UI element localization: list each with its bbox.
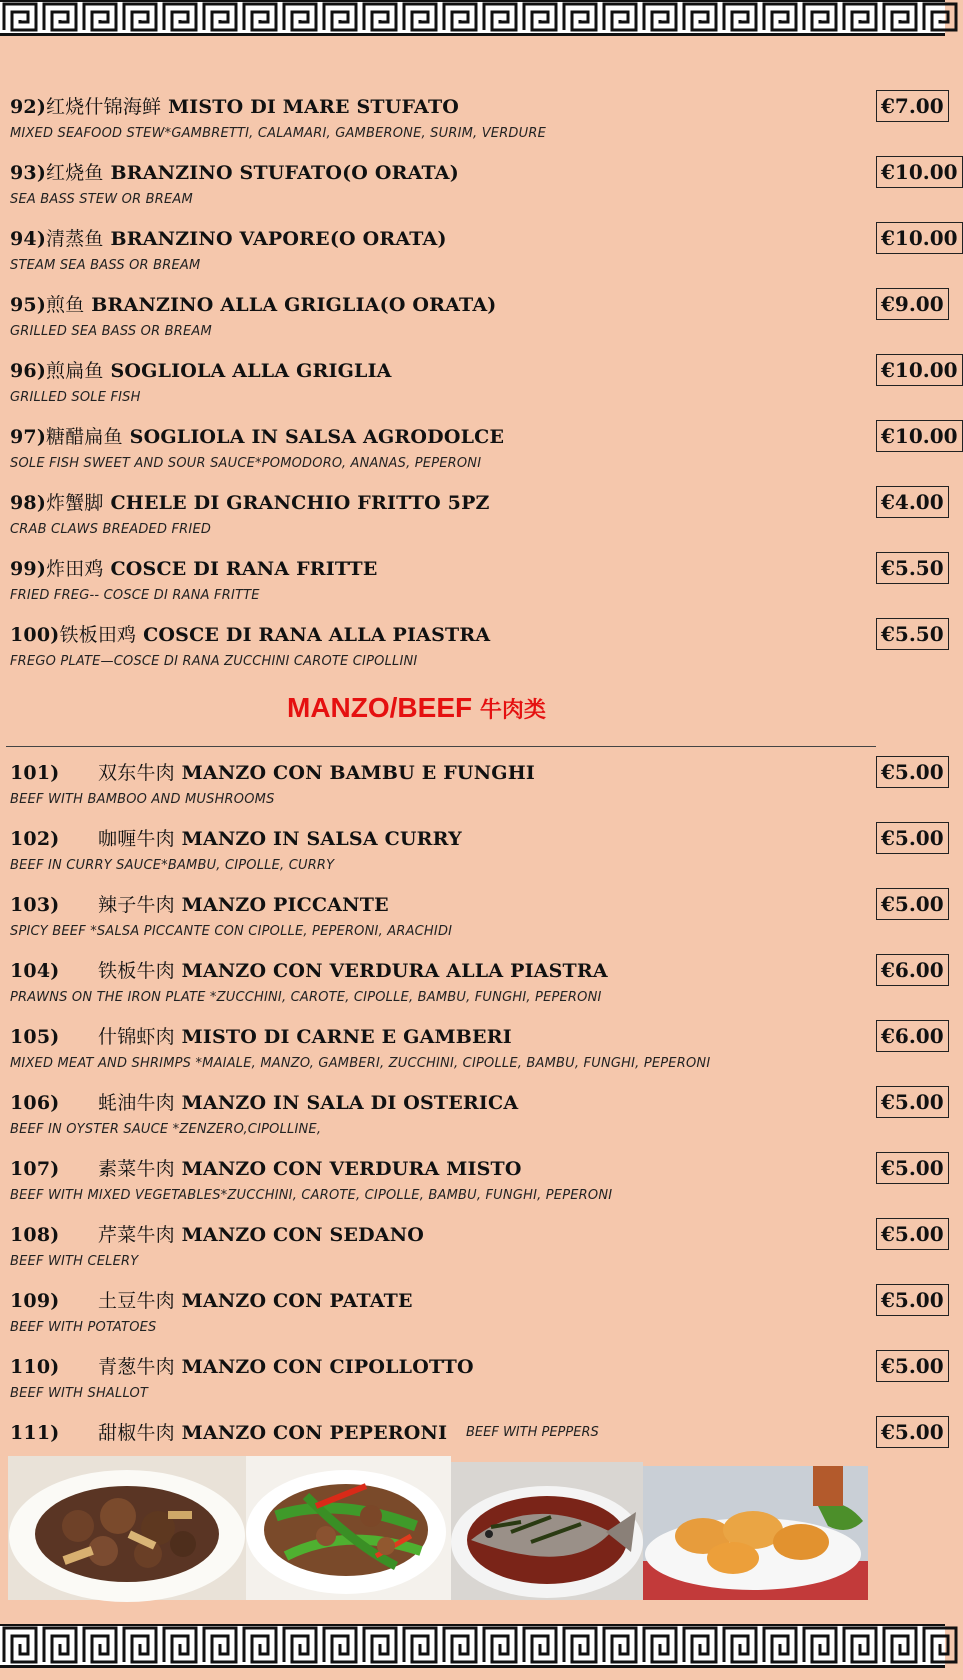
menu-item-description: MIXED SEAFOOD STEW*GAMBRETTI, CALAMARI, GAMBERONE, SURIM, VERDURE <box>10 126 547 141</box>
menu-item-price: €7.00 <box>876 90 949 122</box>
menu-item-price: €6.00 <box>876 954 949 986</box>
menu-item-chinese-name: 土豆牛肉 <box>98 1290 175 1312</box>
menu-item-price: €6.00 <box>876 1020 949 1052</box>
menu-item-price: €4.00 <box>876 486 949 518</box>
menu-item-italian-name: MANZO PICCANTE <box>181 894 389 916</box>
menu-item <box>0 1148 945 1214</box>
menu-item-price: €5.50 <box>876 552 949 584</box>
menu-item-italian-name: MANZO CON VERDURA ALLA PIASTRA <box>181 960 608 982</box>
menu-item-chinese-name: 煎鱼 <box>46 294 85 316</box>
menu-item-title <box>10 554 378 581</box>
menu-item-italian-name: BRANZINO ALLA GRIGLIA(O ORATA) <box>91 294 497 316</box>
menu-item-italian-name: MANZO CON VERDURA MISTO <box>181 1158 522 1180</box>
menu-item-number: 98) <box>10 492 47 514</box>
menu-item-price: €10.00 <box>876 222 963 254</box>
menu-item-price: €5.50 <box>876 618 949 650</box>
menu-item-description: FREGO PLATE—COSCE DI RANA ZUCCHINI CAROTE CIPOLLINI <box>10 654 418 669</box>
menu-item-price: €10.00 <box>876 354 963 386</box>
menu-item-number: 97) <box>10 426 47 448</box>
menu-item-chinese-name: 铁板牛肉 <box>98 960 175 982</box>
menu-item-number: 111) <box>10 1422 60 1444</box>
menu-item-chinese-name: 煎扁鱼 <box>46 360 104 382</box>
menu-item <box>0 482 945 548</box>
menu-item-number: 92) <box>10 96 47 118</box>
menu-item-title <box>10 620 490 647</box>
menu-item-price: €5.00 <box>876 756 949 788</box>
menu-item-italian-name: BRANZINO VAPORE(O ORATA) <box>110 228 447 250</box>
menu-item-italian-name: MISTO DI CARNE E GAMBERI <box>181 1026 512 1048</box>
menu-item-title <box>10 356 392 383</box>
menu-item-number: 96) <box>10 360 47 382</box>
menu-item-number: 107) <box>10 1158 60 1180</box>
menu-item-title <box>10 1352 474 1379</box>
menu-item-description: BEEF IN CURRY SAUCE*BAMBU, CIPOLLE, CURRY <box>10 858 335 873</box>
menu-item-title <box>10 290 496 317</box>
menu-item-chinese-name: 咖喱牛肉 <box>98 828 175 850</box>
menu-item-title <box>10 758 535 785</box>
menu-item-price: €10.00 <box>876 420 963 452</box>
menu-item <box>0 1082 945 1148</box>
menu-item-title <box>10 956 608 983</box>
menu-item-number: 95) <box>10 294 47 316</box>
menu-item-title <box>10 824 462 851</box>
menu-item-chinese-name: 甜椒牛肉 <box>98 1422 175 1444</box>
beef-bamboo-dish-photo <box>8 1456 246 1600</box>
menu-item-price: €5.00 <box>876 822 949 854</box>
menu-item <box>0 284 945 350</box>
menu-item-price: €5.00 <box>876 1350 949 1382</box>
menu-item-inline-description: BEEF WITH PEPPERS <box>466 1425 599 1440</box>
menu-item-italian-name: COSCE DI RANA FRITTE <box>110 558 378 580</box>
menu-item <box>0 416 958 482</box>
menu-item-title <box>10 890 389 917</box>
menu-item <box>0 614 945 680</box>
menu-item-description: BEEF WITH SHALLOT <box>10 1386 149 1401</box>
menu-item-chinese-name: 红烧鱼 <box>46 162 104 184</box>
menu-item <box>0 350 958 416</box>
menu-item-title <box>10 224 447 251</box>
menu-item <box>0 950 945 1016</box>
menu-item-description: SPICY BEEF *SALSA PICCANTE CON CIPOLLE, PEPERONI, ARACHIDI <box>10 924 453 939</box>
menu-item <box>0 818 945 884</box>
section-title: MANZO/BEEF 牛肉类 <box>287 692 546 723</box>
menu-item-number: 106) <box>10 1092 60 1114</box>
menu-item-title <box>10 1022 512 1049</box>
menu-item-number: 100) <box>10 624 60 646</box>
menu-item-title <box>10 1286 413 1313</box>
menu-item-description: GRILLED SEA BASS OR BREAM <box>10 324 212 339</box>
menu-item <box>0 548 945 614</box>
menu-item-description: PRAWNS ON THE IRON PLATE *ZUCCHINI, CAROTE, CIPOLLE, BAMBU, FUNGHI, PEPERONI <box>10 990 602 1005</box>
menu-item <box>0 884 945 950</box>
menu-item-italian-name: MANZO CON SEDANO <box>181 1224 425 1246</box>
menu-item-title <box>10 422 504 449</box>
greek-key-border-bottom <box>0 1624 945 1668</box>
menu-item-description: STEAM SEA BASS OR BREAM <box>10 258 201 273</box>
menu-item-chinese-name: 辣子牛肉 <box>98 894 175 916</box>
section-divider <box>6 746 876 747</box>
menu-item-chinese-name: 什锦虾肉 <box>98 1026 175 1048</box>
beef-peppers-dish-photo <box>246 1456 451 1600</box>
section-title-zh: 牛肉类 <box>479 698 546 723</box>
beef-items <box>0 752 945 1478</box>
menu-item-price: €5.00 <box>876 1086 949 1118</box>
menu-item-number: 105) <box>10 1026 60 1048</box>
menu-item-price: €5.00 <box>876 1218 949 1250</box>
menu-item-italian-name: MANZO CON PATATE <box>181 1290 413 1312</box>
steamed-fish-dish-photo <box>451 1462 643 1600</box>
menu-item <box>0 1280 945 1346</box>
menu-item-chinese-name: 双东牛肉 <box>98 762 175 784</box>
menu-item-number: 103) <box>10 894 60 916</box>
menu-item <box>0 752 945 818</box>
menu-item <box>0 218 958 284</box>
greek-key-border-top <box>0 0 945 36</box>
menu-item-italian-name: SOGLIOLA ALLA GRIGLIA <box>110 360 392 382</box>
menu-item-italian-name: SOGLIOLA IN SALSA AGRODOLCE <box>129 426 505 448</box>
menu-item <box>0 152 958 218</box>
menu-item-description: MIXED MEAT AND SHRIMPS *MAIALE, MANZO, GAMBERI, ZUCCHINI, CIPOLLE, BAMBU, FUNGHI, PEPERONI <box>10 1056 711 1071</box>
menu-item-title <box>10 92 459 119</box>
menu-item-price: €10.00 <box>876 156 963 188</box>
menu-item-number: 110) <box>10 1356 60 1378</box>
menu-item-chinese-name: 炸蟹脚 <box>46 492 104 514</box>
menu-item-number: 108) <box>10 1224 60 1246</box>
menu-item-title <box>10 1088 518 1115</box>
menu-item-number: 104) <box>10 960 60 982</box>
menu-item-title <box>10 1154 522 1181</box>
menu-item-italian-name: MANZO CON PEPERONI <box>181 1422 448 1444</box>
menu-item-chinese-name: 铁板田鸡 <box>59 624 137 646</box>
menu-item-price: €5.00 <box>876 888 949 920</box>
menu-item-description: FRIED FREG-- COSCE DI RANA FRITTE <box>10 588 260 603</box>
menu-item-number: 102) <box>10 828 60 850</box>
menu-item <box>0 1214 945 1280</box>
fried-crab-claws-photo <box>643 1466 868 1600</box>
menu-item-description: BEEF WITH BAMBOO AND MUSHROOMS <box>10 792 275 807</box>
menu-item-chinese-name: 青葱牛肉 <box>98 1356 175 1378</box>
menu-item-chinese-name: 红烧什锦海鲜 <box>46 96 162 118</box>
menu-item-description: SEA BASS STEW OR BREAM <box>10 192 193 207</box>
menu-item <box>0 1346 945 1412</box>
menu-item-chinese-name: 糖醋扁鱼 <box>46 426 123 448</box>
menu-item-chinese-name: 素菜牛肉 <box>98 1158 175 1180</box>
menu-item <box>0 86 945 152</box>
menu-item-price: €5.00 <box>876 1284 949 1316</box>
menu-item-number: 94) <box>10 228 47 250</box>
menu-item-italian-name: CHELE DI GRANCHIO FRITTO 5PZ <box>110 492 490 514</box>
menu-item-italian-name: BRANZINO STUFATO(O ORATA) <box>110 162 459 184</box>
menu-item-price: €5.00 <box>876 1416 949 1448</box>
menu-item-description: SOLE FISH SWEET AND SOUR SAUCE*POMODORO, ANANAS, PEPERONI <box>10 456 482 471</box>
menu-item-description: BEEF IN OYSTER SAUCE *ZENZERO,CIPOLLINE, <box>10 1122 322 1137</box>
menu-item-italian-name: MISTO DI MARE STUFATO <box>168 96 460 118</box>
menu-item-chinese-name: 清蒸鱼 <box>46 228 104 250</box>
menu-item-number: 109) <box>10 1290 60 1312</box>
menu-item-title <box>10 158 459 185</box>
menu-item-number: 99) <box>10 558 47 580</box>
beef-section-header <box>0 680 945 752</box>
menu-list <box>0 86 958 1478</box>
menu-item-chinese-name: 芹菜牛肉 <box>98 1224 175 1246</box>
menu-item-price: €5.00 <box>876 1152 949 1184</box>
menu-item-chinese-name: 炸田鸡 <box>46 558 104 580</box>
menu-item-italian-name: COSCE DI RANA ALLA PIASTRA <box>143 624 491 646</box>
menu-item-italian-name: MANZO IN SALA DI OSTERICA <box>181 1092 519 1114</box>
menu-item-italian-name: MANZO CON CIPOLLOTTO <box>181 1356 474 1378</box>
menu-item-number: 93) <box>10 162 47 184</box>
dish-photo-strip <box>8 1456 868 1600</box>
menu-item-price: €9.00 <box>876 288 949 320</box>
menu-item-title <box>10 1220 424 1247</box>
menu-item-chinese-name: 蚝油牛肉 <box>98 1092 175 1114</box>
menu-item-description: BEEF WITH POTATOES <box>10 1320 157 1335</box>
menu-item-italian-name: MANZO CON BAMBU E FUNGHI <box>181 762 535 784</box>
menu-item <box>0 1016 945 1082</box>
menu-item-number: 101) <box>10 762 60 784</box>
menu-item-description: BEEF WITH MIXED VEGETABLES*ZUCCHINI, CAROTE, CIPOLLE, BAMBU, FUNGHI, PEPERONI <box>10 1188 613 1203</box>
menu-item-title <box>10 1418 447 1445</box>
menu-item-description: GRILLED SOLE FISH <box>10 390 141 405</box>
menu-item-description: BEEF WITH CELERY <box>10 1254 139 1269</box>
menu-item-title <box>10 488 490 515</box>
menu-item-italian-name: MANZO IN SALSA CURRY <box>181 828 462 850</box>
seafood-items <box>0 86 958 680</box>
menu-item-description: CRAB CLAWS BREADED FRIED <box>10 522 212 537</box>
